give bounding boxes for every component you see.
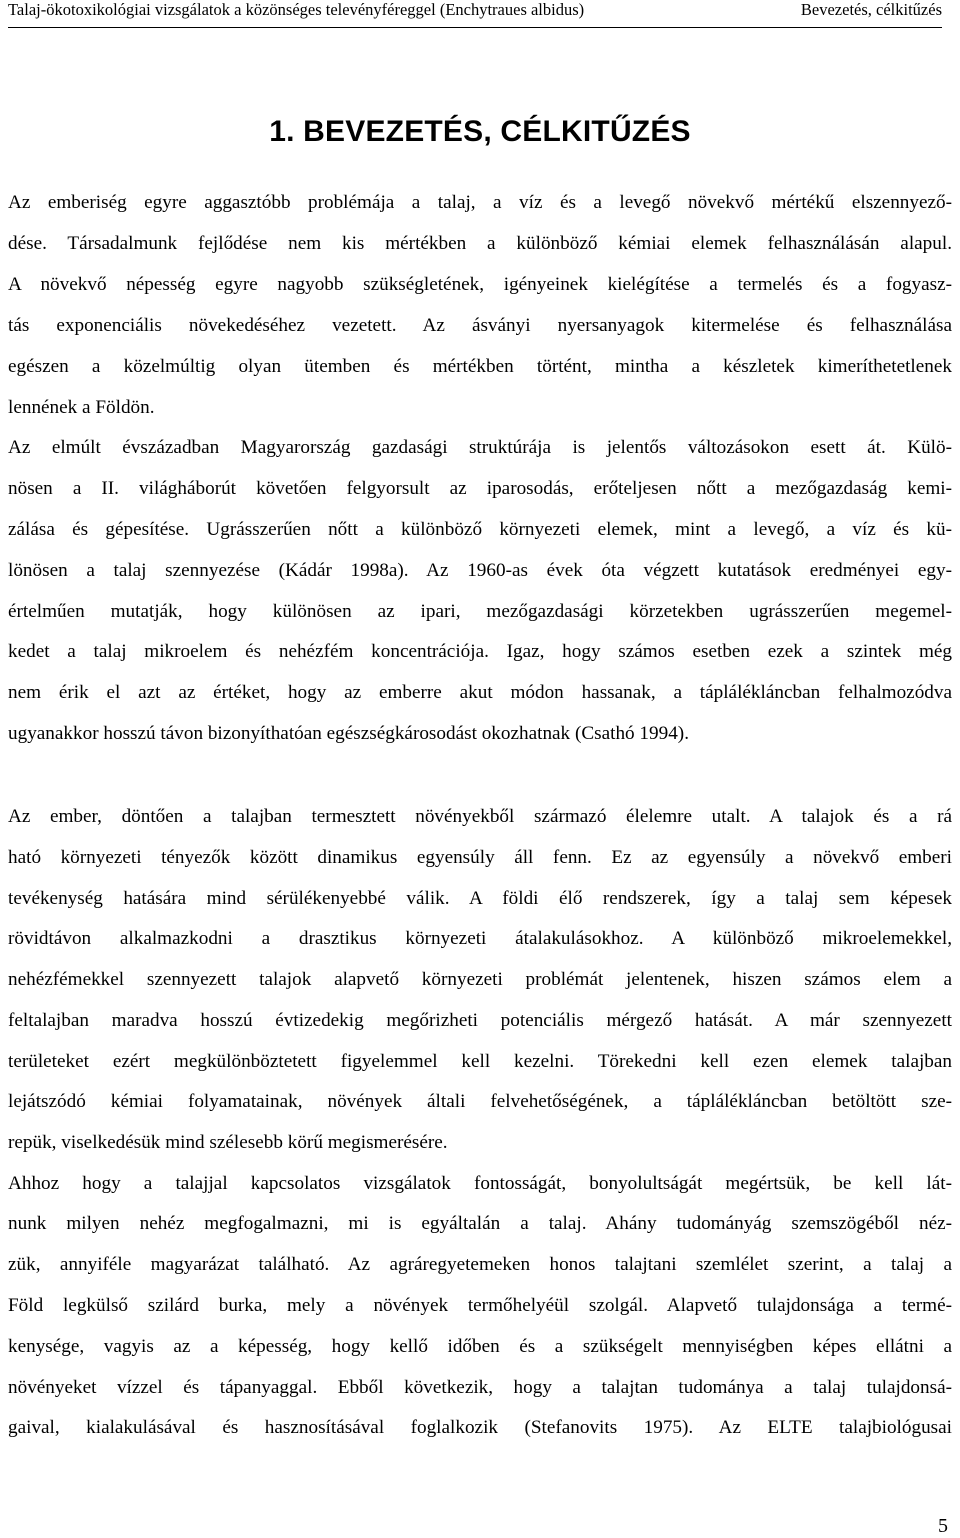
text-line: Az ember, döntően a talajban termesztett növényekből származó élelemre utalt. A talajok és a rá [8,806,952,827]
text-line: repük, viselkedésük mind szélesebb körű megismerésére. [8,1132,448,1153]
text-line: értelműen mutatják, hogy különösen az ipari, mezőgazdasági körzetekben ugrásszerűen megemel- [8,601,952,622]
text-line: területeket ezért megkülönböztetett figyelemmel kell kezelni. Törekedni kell ezen elemek talajban [8,1051,952,1072]
text-line: Ahhoz hogy a talajjal kapcsolatos vizsgálatok fontosságát, bonyolultságát megértsük, be kell lát- [8,1173,952,1194]
running-header [8,0,942,28]
text-line: zálása és gépesítése. Ugrásszerűen nőtt a különböző környezeti elemek, mint a levegő, a víz és kü- [8,519,952,540]
header-document-title: Talaj-ökotoxikológiai vizsgálatok a közönséges televényféreggel (Enchytraues albidus) [8,0,585,19]
text-line: nem érik el azt az értéket, hogy az emberre akut módon hassanak, a táplálékláncban felhalmozódva [8,682,952,703]
text-line: egészen a közelmúltig olyan ütemben és mértékben történt, mintha a készletek kimeríthetetlenek [8,356,952,377]
text-line: feltalajban maradva hosszú évtizedekig megőrizheti potenciális mérgező hatását. A már szennyezett [8,1010,952,1031]
text-line: Föld legkülső szilárd burka, mely a növények termőhelyéül szolgál. Alapvető tulajdonsága a termé- [8,1295,952,1316]
page-number: 5 [938,1515,948,1537]
text-line: gaival, kialakulásával és hasznosításával foglalkozik (Stefanovits 1975). Az ELTE talajbiológusai [8,1417,952,1438]
text-line: lennének a Földön. [8,397,155,418]
text-line: tás exponenciális növekedéséhez vezetett. Az ásványi nyersanyagok kitermelése és felhasználása [8,315,952,336]
text-line: Az emberiség egyre aggasztóbb problémája a talaj, a víz és a levegő növekvő mértékű elszennyező- [8,192,952,213]
text-line: kenysége, vagyis az a képesség, hogy kellő időben és a szükségelt mennyiségben képes ellátni a [8,1336,952,1357]
text-line: Az elmúlt évszázadban Magyarország gazdasági struktúrája is jelentős változásokon esett át. Külö- [8,437,952,458]
text-line: rövidtávon alkalmazkodni a drasztikus környezeti átalakulásokhoz. A különböző mikroelemekkel, [8,928,952,949]
text-line: A növekvő népesség egyre nagyobb szükségletének, igényeinek kielégítése a termelés és a fogyasz- [8,274,952,295]
text-line: ugyanakkor hosszú távon bizonyíthatóan egészségkárosodást okozhatnak (Csathó 1994). [8,723,689,744]
header-section-title: Bevezetés, célkitűzés [800,0,942,19]
text-line: nehézfémekkel szennyezett talajok alapvető környezeti problémát jelentenek, hiszen számos elem a [8,969,952,990]
text-line: dése. Társadalmunk fejlődése nem kis mértékben a különböző kémiai elemek felhasználásán alapul. [8,233,952,254]
text-line: ható környezeti tényezők között dinamikus egyensúly áll fenn. Ez az egyensúly a növekvő emberi [8,847,952,868]
text-line: növényeket vízzel és tápanyaggal. Ebből következik, hogy a talajtan tudománya a talaj tulajdonsá- [8,1377,952,1398]
chapter-title: 1. BEVEZETÉS, CÉLKITŰZÉS [269,115,691,148]
text-line: nösen a II. világháborút követően felgyorsult az iparosodás, erőteljesen nőtt a mezőgazdaság kemi- [8,478,952,499]
text-line: nunk milyen nehéz megfogalmazni, mi is egyáltalán a talaj. Ahány tudományág szemszögéből néz- [8,1213,952,1234]
text-line: kedet a talaj mikroelem és nehézfém koncentrációja. Igaz, hogy számos esetben ezek a szintek még [8,641,952,662]
text-line: lönösen a talaj szennyezése (Kádár 1998a). Az 1960-as évek óta végzett kutatások eredményei egy- [8,560,952,581]
text-line: tevékenység hatására mind sérülékenyebbé válik. A földi élő rendszerek, így a talaj sem képesek [8,888,952,909]
text-line: zük, annyiféle magyarázat található. Az agráregyetemeken honos talajtani szemlélet szerint, a talaj a [8,1254,952,1275]
text-line: lejátszódó kémiai folyamatainak, növények általi felvehetőségének, a táplálékláncban betöltött sze- [8,1091,952,1112]
